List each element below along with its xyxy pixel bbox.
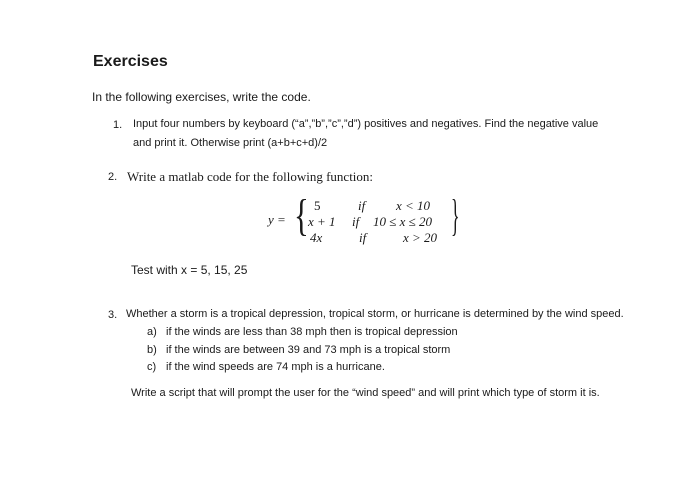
case-3-cond: x > 20 [403, 230, 438, 245]
exercise-3-closing: Write a script that will prompt the user for the “wind speed” and will print which type of storm it is. [131, 387, 600, 399]
subitem-b-label: b) [147, 344, 157, 356]
left-brace: { [294, 191, 309, 240]
function-lhs: y = [268, 212, 286, 227]
case-1-expr: 5 [314, 198, 321, 213]
case-1-if: if [358, 198, 366, 213]
piecewise-function [268, 191, 468, 248]
case-3-expr: 4x [310, 230, 323, 245]
intro-text: In the following exercises, write the code. [92, 90, 311, 104]
subitem-a-label: a) [147, 326, 157, 338]
subitem-b-text: if the winds are between 39 and 73 mph is a tropical storm [166, 344, 451, 356]
right-brace: } [451, 191, 460, 240]
exercise-2-prompt: Write a matlab code for the following function: [127, 169, 374, 184]
case-2-expr: x + 1 [308, 214, 336, 229]
subitem-a-text: if the winds are less than 38 mph then is tropical depression [166, 326, 458, 338]
case-1-cond: x < 10 [396, 198, 431, 213]
subitem-c-label: c) [147, 361, 157, 373]
subitem-c-text: if the wind speeds are 74 mph is a hurricane. [166, 361, 385, 373]
exercise-1-line-1: Input four numbers by keyboard (“a”,”b”,”c”,”d”) positives and negatives. Find the negative value [133, 118, 599, 130]
exercise-3-number: 3. [108, 309, 118, 321]
page-title: Exercises [93, 53, 168, 70]
exercise-3-prompt: Whether a storm is a tropical depression, tropical storm, or hurricane is determined by the wind speed. [126, 308, 624, 320]
exercise-1-number: 1. [113, 119, 123, 131]
case-2-cond: 10 ≤ x ≤ 20 [373, 214, 433, 229]
exercise-2-number: 2. [108, 171, 118, 183]
case-2-if: if [352, 214, 360, 229]
case-3-if: if [359, 230, 367, 245]
exercise-1-line-2: and print it. Otherwise print (a+b+c+d)/2 [133, 137, 328, 149]
exercise-2-test: Test with x = 5, 15, 25 [131, 263, 248, 277]
